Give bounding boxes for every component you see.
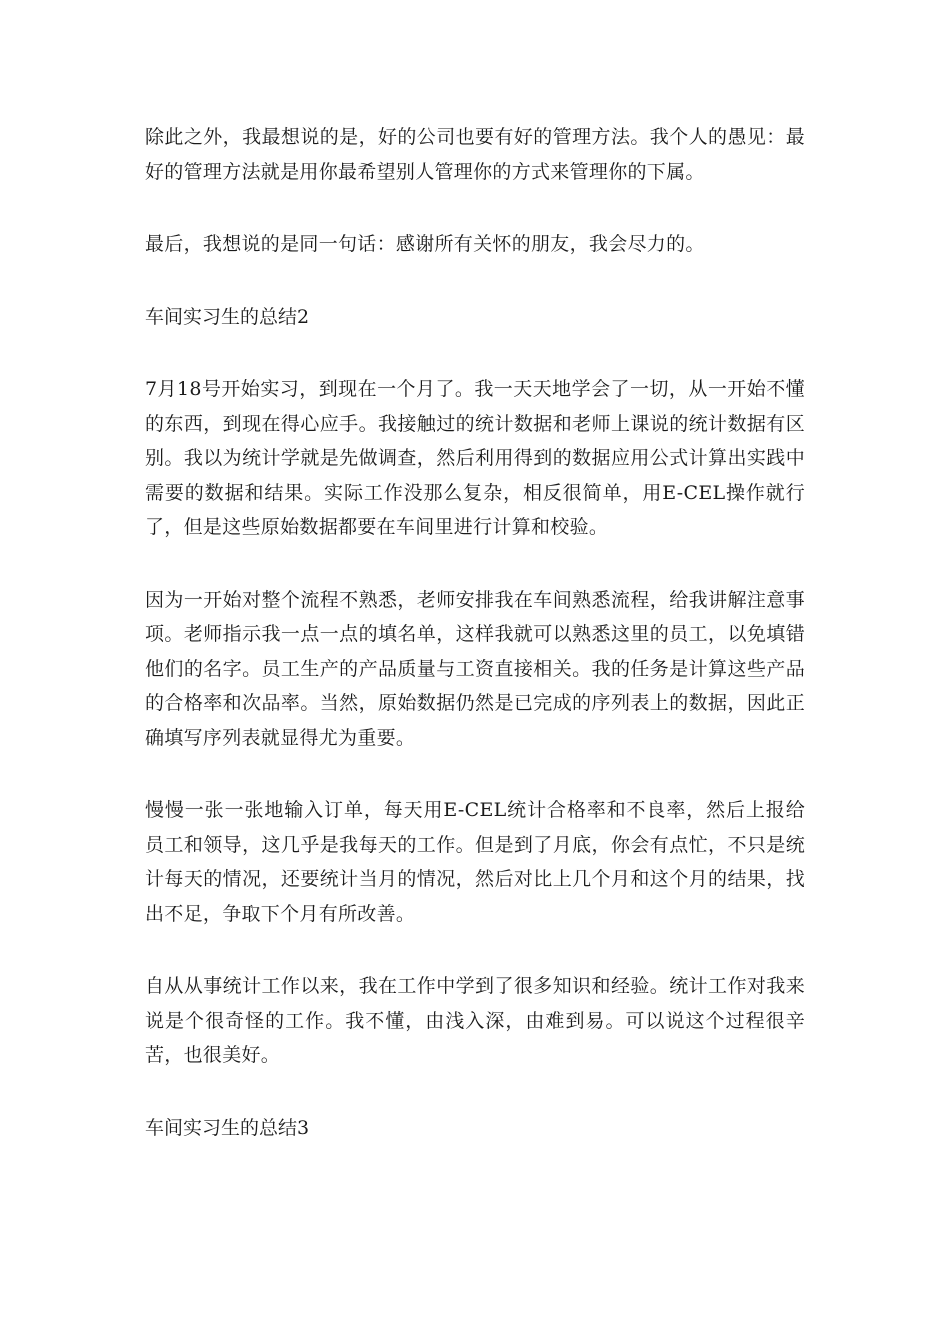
section-heading-3: 车间实习生的总结3 xyxy=(145,1116,310,1139)
section-heading-2: 车间实习生的总结2 xyxy=(145,305,310,328)
paragraph-internship-start: 7月18号开始实习，到现在一个月了。我一天天地学会了一切，从一开始不懂的东西，到现在得心应手。我接触过的统计数据和老师上课说的统计数据有区别。我以为统计学就是先做调查，然后利用得到的数据应用公式计算出实践中需要的数据和结果。实际工作没那么复杂，相反很简单，用E-CEL操作就行了，但是这些原始数据都要在车间里进行计算和校验。 xyxy=(145,378,805,538)
paragraph-management: 除此之外，我最想说的是，好的公司也要有好的管理方法。我个人的愚见：最好的管理方法就是用你最希望别人管理你的方式来管理你的下属。 xyxy=(145,126,805,183)
paragraph-reflection: 自从从事统计工作以来，我在工作中学到了很多知识和经验。统计工作对我来说是个很奇怪的工作。我不懂，由浅入深，由难到易。可以说这个过程很辛苦，也很美好。 xyxy=(145,975,805,1066)
paragraph-thanks: 最后，我想说的是同一句话：感谢所有关怀的朋友，我会尽力的。 xyxy=(145,233,705,255)
document-body xyxy=(145,120,805,1183)
paragraph-process: 因为一开始对整个流程不熟悉，老师安排我在车间熟悉流程，给我讲解注意事项。老师指示我一点一点的填名单，这样我就可以熟悉这里的员工，以免填错他们的名字。员工生产的产品质量与工资直接相关。我的任务是计算这些产品的合格率和次品率。当然，原始数据仍然是已完成的序列表上的数据，因此正确填写序列表就显得尤为重要。 xyxy=(145,588,805,749)
paragraph-daily-work: 慢慢一张一张地输入订单，每天用E-CEL统计合格率和不良率，然后上报给员工和领导，这几乎是我每天的工作。但是到了月底，你会有点忙，不只是统计每天的情况，还要统计当月的情况，然后对比上几个月和这个月的结果，找出不足，争取下个月有所改善。 xyxy=(145,799,805,925)
